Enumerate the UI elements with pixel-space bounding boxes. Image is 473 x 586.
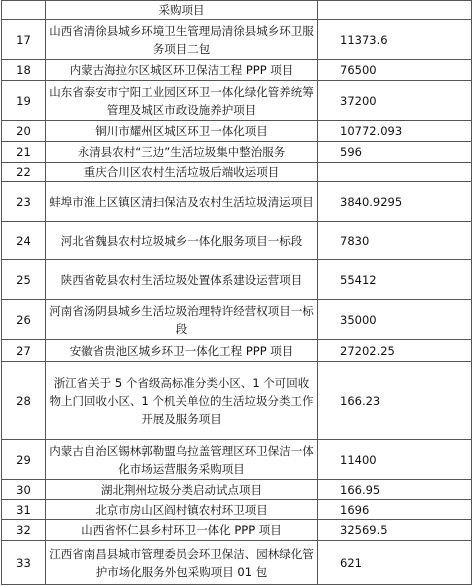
amount-cell: 55412 [318,260,472,300]
table-row [2,163,472,182]
row-number-cell: 27 [2,340,46,362]
amount-cell: 621 [318,541,472,585]
project-name-cell: 河北省魏县农村垃圾城乡一体化服务项目一标段 [46,222,318,260]
project-name-cell: 采购项目 [46,1,318,20]
amount-cell: 76500 [318,60,472,81]
amount-cell: 37200 [318,81,472,121]
project-name-cell: 铜川市耀州区城区环卫一体化项目 [46,121,318,142]
amount-cell: 32569.5 [318,520,472,541]
row-number-cell: 26 [2,300,46,340]
amount-cell: 596 [318,142,472,163]
row-number-cell: 22 [2,163,46,182]
amount-cell: 7830 [318,222,472,260]
table-row [2,300,472,340]
row-number-cell: 24 [2,222,46,260]
project-name-cell: 山西省清徐县城乡环境卫生管理局清徐县城乡环卫服务项目二包 [46,20,318,60]
row-number-cell: 28 [2,362,46,440]
row-number-cell: 30 [2,480,46,500]
row-number-cell: 31 [2,500,46,520]
row-number-cell: 17 [2,20,46,60]
amount-cell: 27202.25 [318,340,472,362]
table-row [2,362,472,440]
row-number-cell [2,1,46,20]
table-row [2,142,472,163]
row-number-cell: 23 [2,182,46,222]
row-number-cell: 19 [2,81,46,121]
table-row [2,480,472,500]
table-row [2,260,472,300]
table-row [2,500,472,520]
project-name-cell: 浙江省关于 5 个省级高标准分类小区、1 个可回收物上门回收小区、1 个机关单位的生活垃圾分类工作开展及服务项目 [46,362,318,440]
row-number-cell: 20 [2,121,46,142]
table-row [2,222,472,260]
amount-cell: 166.23 [318,362,472,440]
table-row [2,1,472,20]
project-name-cell: 河南省汤阴县城乡生活垃圾治理特许经营权项目一标段 [46,300,318,340]
project-name-cell: 山东省泰安市宁阳工业园区环卫一体化绿化管养统筹管理及城区市政设施养护项目 [46,81,318,121]
project-name-cell: 内蒙古自治区锡林郭勒盟乌拉盖管理区环卫保洁一体化市场运营服务采购项目 [46,440,318,480]
table-row [2,182,472,222]
table-row [2,121,472,142]
table-row [2,20,472,60]
row-number-cell: 29 [2,440,46,480]
project-name-cell: 陕西省乾县农村生活垃圾处置体系建设运营项目 [46,260,318,300]
amount-cell [318,163,472,182]
row-number-cell: 18 [2,60,46,81]
project-name-cell: 山西省怀仁县乡村环卫一体化 PPP 项目 [46,520,318,541]
project-name-cell: 江西省南昌县城市管理委员会环卫保洁、园林绿化管护市场化服务外包采购项目 01 包 [46,541,318,585]
table-row [2,60,472,81]
row-number-cell: 33 [2,541,46,585]
amount-cell: 11373.6 [318,20,472,60]
amount-cell: 11400 [318,440,472,480]
amount-cell: 1696 [318,500,472,520]
table-row [2,520,472,541]
table-row [2,541,472,585]
project-name-cell: 重庆合川区农村生活垃圾后端收运项目 [46,163,318,182]
table-row [2,340,472,362]
row-number-cell: 21 [2,142,46,163]
table-row [2,440,472,480]
amount-cell: 35000 [318,300,472,340]
amount-cell: 3840.9295 [318,182,472,222]
project-name-cell: 安徽省贵池区城乡环卫一体化工程 PPP 项目 [46,340,318,362]
project-table [1,0,471,585]
project-name-cell: 蚌埠市淮上区镇区清扫保洁及农村生活垃圾清运项目 [46,182,318,222]
row-number-cell: 32 [2,520,46,541]
amount-cell: 10772.093 [318,121,472,142]
project-name-cell: 湖北荆州垃圾分类启动试点项目 [46,480,318,500]
table-row [2,81,472,121]
amount-cell [318,1,472,20]
project-name-cell: 内蒙古海拉尔区城区环卫保洁工程 PPP 项目 [46,60,318,81]
project-name-cell: 北京市房山区阎村镇农村环卫项目 [46,500,318,520]
amount-cell: 166.95 [318,480,472,500]
project-name-cell: 永清县农村“三边”生活垃圾集中整治服务 [46,142,318,163]
row-number-cell: 25 [2,260,46,300]
